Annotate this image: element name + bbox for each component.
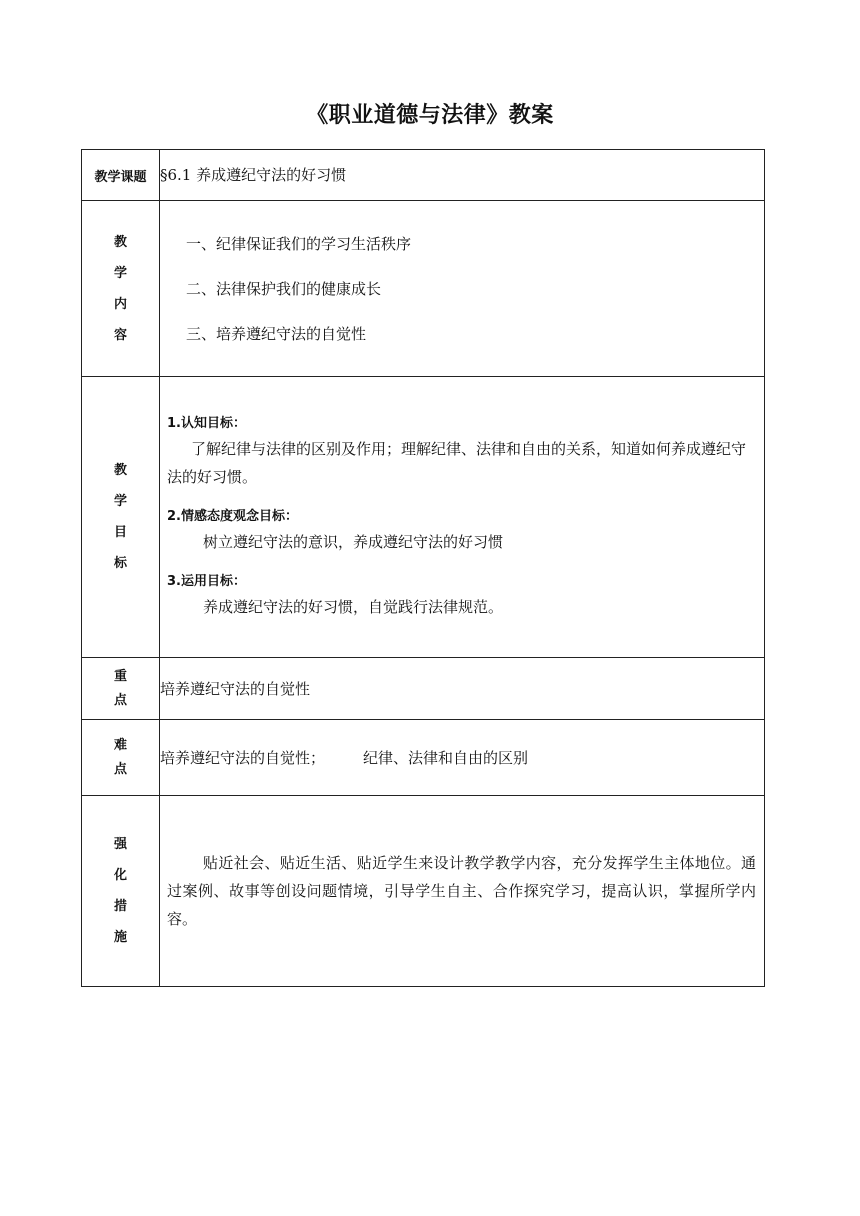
lesson-plan-table: [81, 149, 765, 987]
content-label: [82, 201, 160, 377]
topic-label: 教学课题: [82, 150, 160, 201]
content-item: 一、纪律保证我们的学习生活秩序: [186, 235, 412, 253]
measures-row: [82, 796, 765, 987]
goal-heading-application: 3.运用目标：: [167, 574, 246, 589]
difficulty-label-chars: 难 点: [113, 737, 127, 777]
goal-text-cognitive: 了解纪律与法律的区别及作用；理解纪律、法律和自由的关系，知道如何养成遵纪守法的好习惯。: [167, 440, 747, 486]
key-point-text: 培养遵纪守法的自觉性: [160, 658, 765, 720]
difficulty-row: [82, 720, 765, 796]
goals-row: [82, 377, 765, 658]
measures-label-chars: 强 化 措 施: [113, 837, 127, 945]
goal-text-attitude: 树立遵纪守法的意识，养成遵纪守法的好习惯: [203, 533, 504, 551]
measures-text: 贴近社会、贴近生活、贴近学生来设计教学教学内容，充分发挥学生主体地位。通过案例、故事等创设问题情境，引导学生自主、合作探究学习，提高认识，掌握所学内容。: [167, 854, 756, 928]
measures-body: [160, 796, 765, 987]
content-item: 二、法律保护我们的健康成长: [186, 280, 382, 298]
key-point-label-chars: 重 点: [113, 668, 127, 708]
difficulty-text-b: 纪律、法律和自由的区别: [363, 748, 529, 767]
measures-label: [82, 796, 160, 987]
difficulty-body: [160, 720, 765, 796]
topic-value: §6.1 养成遵纪守法的好习惯: [160, 150, 765, 201]
page-title: 《职业道德与法律》教案: [306, 103, 554, 128]
key-point-label: [82, 658, 160, 720]
goals-label-chars: 教 学 目 标: [113, 463, 127, 571]
content-body: [160, 201, 765, 377]
goal-text-application: 养成遵纪守法的好习惯，自觉践行法律规范。: [203, 598, 504, 616]
content-item: 三、培养遵纪守法的自觉性: [186, 325, 367, 343]
goal-heading-cognitive: 1.认知目标：: [167, 416, 246, 431]
goals-label: [82, 377, 160, 658]
topic-row: [82, 150, 765, 201]
content-row: [82, 201, 765, 377]
key-point-row: [82, 658, 765, 720]
content-label-chars: 教 学 内 容: [113, 234, 127, 343]
content-list: [160, 220, 764, 357]
goals-body: [160, 377, 765, 658]
difficulty-text-a: 培养遵纪守法的自觉性；: [160, 748, 326, 767]
goal-heading-attitude: 2.情感态度观念目标：: [167, 509, 298, 524]
difficulty-label: [82, 720, 160, 796]
